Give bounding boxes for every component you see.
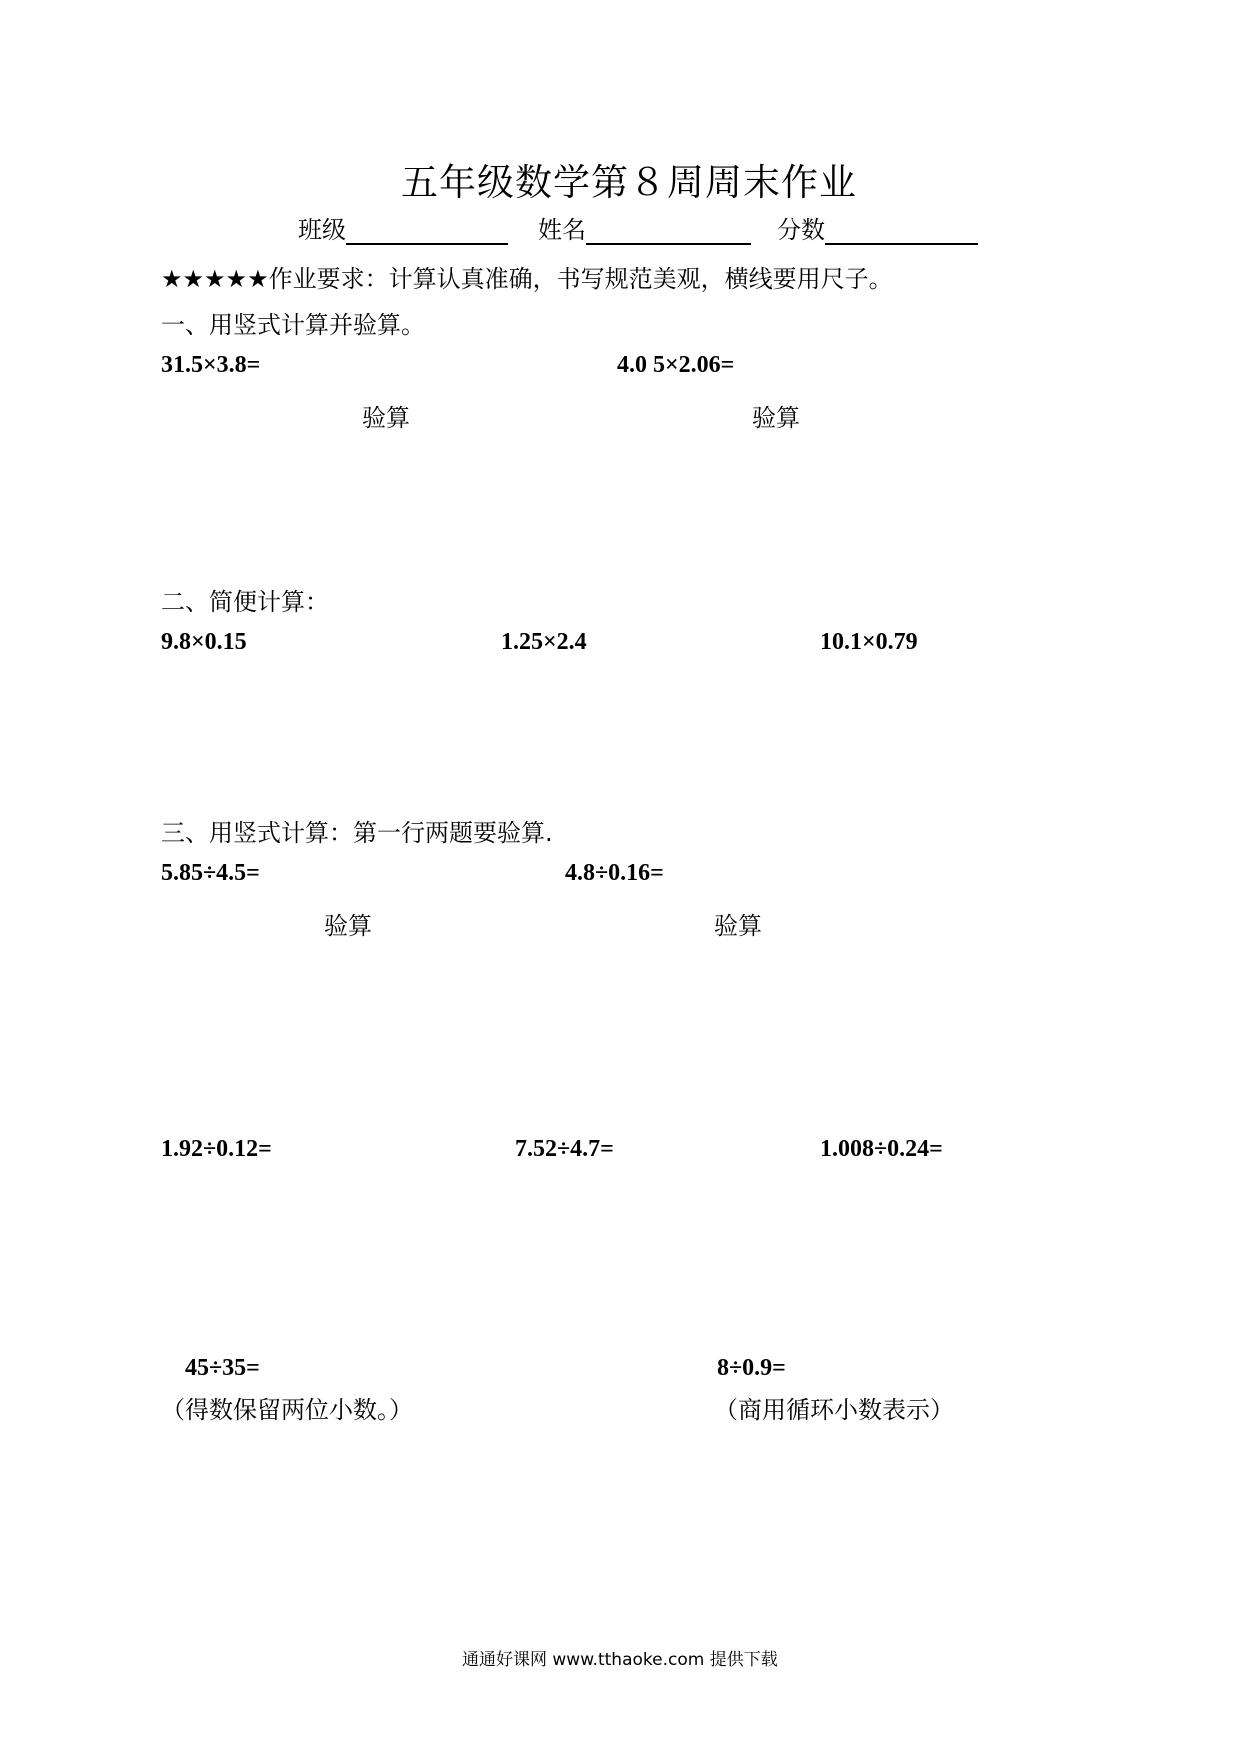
check-label-3-1: 验算: [324, 912, 372, 940]
problem-3-1: 5.85÷4.5=: [161, 860, 260, 886]
score-blank[interactable]: [825, 217, 978, 245]
class-blank[interactable]: [346, 217, 508, 245]
requirements-text: ★★★★★作业要求：计算认真准确，书写规范美观，横线要用尺子。: [161, 265, 893, 293]
section2-heading: 二、简便计算：: [161, 588, 329, 616]
note-left: （得数保留两位小数。）: [161, 1396, 413, 1424]
problem-3-3: 1.92÷0.12=: [161, 1136, 272, 1162]
note-right: （商用循环小数表示）: [714, 1396, 954, 1424]
problem-2-2: 1.25×2.4: [501, 629, 587, 655]
page-title: 五年级数学第８周周末作业: [401, 161, 857, 204]
score-label: 分数: [777, 216, 825, 244]
name-field[interactable]: [538, 210, 751, 245]
check-label-3-2: 验算: [714, 912, 762, 940]
problem-2-3: 10.1×0.79: [820, 629, 918, 655]
check-label-1-1: 验算: [362, 404, 410, 432]
class-label: 班级: [298, 216, 346, 244]
check-label-1-2: 验算: [752, 404, 800, 432]
problem-3-2: 4.8÷0.16=: [565, 860, 664, 886]
class-field[interactable]: [298, 210, 508, 245]
problem-1-1: 31.5×3.8=: [161, 352, 261, 378]
name-label: 姓名: [538, 216, 586, 244]
score-field[interactable]: [777, 210, 978, 245]
problem-3-5: 1.008÷0.24=: [820, 1136, 943, 1162]
section3-heading: 三、用竖式计算：第一行两题要验算.: [161, 819, 553, 847]
footer-text: 通通好课网 www.tthaoke.com 提供下载: [462, 1650, 778, 1670]
problem-3-6: 45÷35=: [185, 1355, 260, 1381]
problem-3-4: 7.52÷4.7=: [515, 1136, 614, 1162]
section1-heading: 一、用竖式计算并验算。: [161, 311, 425, 339]
problem-2-1: 9.8×0.15: [161, 629, 247, 655]
problem-1-2: 4.0 5×2.06=: [617, 352, 735, 378]
problem-3-7: 8÷0.9=: [717, 1355, 786, 1381]
name-blank[interactable]: [586, 217, 751, 245]
